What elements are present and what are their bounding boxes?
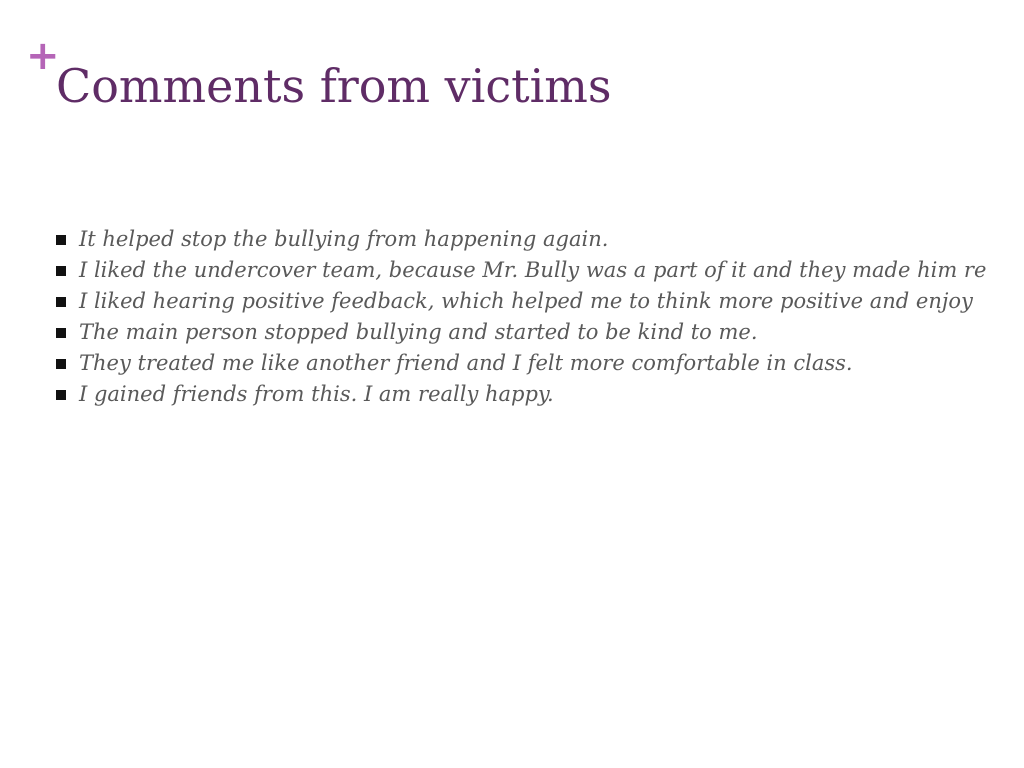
bullet-text: I liked the undercover team, because Mr. Bully was a part of it and they made him re [79, 258, 987, 282]
bullet-text: It helped stop the bullying from happening again. [79, 227, 609, 251]
slide-title: Comments from victims [56, 59, 612, 113]
bullet-item [56, 255, 986, 286]
square-bullet-icon [56, 328, 66, 338]
bullet-text: I liked hearing positive feedback, which helped me to think more positive and enjoy [79, 289, 973, 313]
square-bullet-icon [56, 359, 66, 369]
bullet-text: The main person stopped bullying and started to be kind to me. [79, 320, 758, 344]
plus-icon: + [26, 33, 60, 79]
square-bullet-icon [56, 235, 66, 245]
bullet-text: They treated me like another friend and I felt more comfortable in class. [79, 351, 853, 375]
bullet-text: I gained friends from this. I am really happy. [79, 382, 554, 406]
bullet-item [56, 379, 986, 410]
square-bullet-icon [56, 390, 66, 400]
bullet-item [56, 317, 986, 348]
square-bullet-icon [56, 297, 66, 307]
bullet-item [56, 286, 986, 317]
square-bullet-icon [56, 266, 66, 276]
bullet-list [56, 224, 986, 410]
bullet-item [56, 348, 986, 379]
bullet-item [56, 224, 986, 255]
